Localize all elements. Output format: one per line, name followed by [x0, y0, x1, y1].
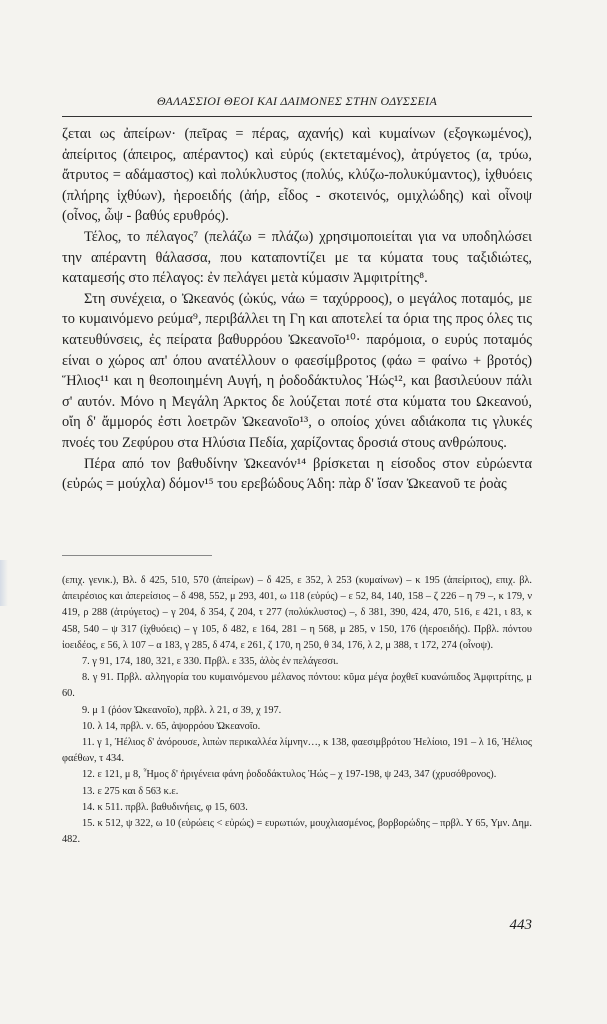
footnote-rule [62, 555, 212, 556]
body-paragraph: Πέρα από τον βαθυδίνην Ὠκεανόν¹⁴ βρίσκεται η είσοδος στον εὐρώεντα (εὐρώς = μούχλα) δόμον¹⁵ του ερεβώδους Άδη: πὰρ δ' ἴσαν Ὠκεανοῦ τε ῥοὰς [62, 455, 532, 493]
page-number: 443 [509, 917, 532, 933]
footnote: 11. γ 1, Ἠέλιος δ' ἀνόρουσε, λιπὼν περικαλλέα λίμνην…, κ 138, φαεσιμβρότου Ἠελίοιο, 191 – λ 16, Ἠέλιος φαέθων, τ 434. [62, 737, 532, 765]
footnote: 15. κ 512, ψ 322, ω 10 (εὐρώεις < εὐρώς) = ευρωτιών, μουχλιασμένος, βορβορώδης – πρβλ. Υ 65, Υμν. Δημ. 482. [62, 818, 532, 846]
main-text [62, 124, 532, 495]
footnote: 12. ε 121, μ 8, Ἦμος δ' ἠριγένεια φάνη ῥοδοδάκτυλος Ἠώς – χ 197-198, ψ 243, 347 (χρυσόθρονος). [82, 769, 497, 781]
footnotes [62, 573, 532, 848]
footnote: 13. ε 275 και δ 563 κ.ε. [82, 785, 179, 797]
running-head: ΘΑΛΑΣΣΙΟΙ ΘΕΟΙ ΚΑΙ ΔΑΙΜΟΝΕΣ ΣΤΗΝ ΟΔΥΣΣΕΙΑ [156, 94, 438, 108]
body-paragraph: ζεται ως ἀπείρων· (πεῖρας = πέρας, αχανής) καὶ κυμαίνων (εξογκωμένος), ἀπείριτος (άπειρος, απέραντος) καὶ εὐρύς (εκτεταμένος), ἀτρύγετος (α, τρύω, ἄτρυτος = αδάμαστος) καὶ πολύκλυστος (πολύς, κλύζω-πολυκύμαντος), ἰχθυόεις (πλήρης ἰχθύων), ἠεροειδής (ἀήρ, εἶδος - σκοτεινός, ομιχλώδης) καὶ οἶνοψ (οἶνος, ὦψ - βαθύς ερυθρός). [62, 126, 532, 225]
footnote: 14. κ 511. πρβλ. βαθυδινήεις, φ 15, 603. [82, 801, 248, 813]
footnote: 9. μ 1 (ῥόον Ὠκεανοῖο), πρβλ. λ 21, σ 39, χ 197. [82, 704, 282, 716]
scan-margin-mark [0, 560, 8, 606]
footnote-continuation: (επιχ. γενικ.), Βλ. δ 425, 510, 570 (ἀπείρων) – δ 425, ε 352, λ 253 (κυμαίνων) – κ 195 (ἀπείριτος), επιχ. βλ. ἀπειρέσιος και ἀπερείσιος – δ 498, 552, μ 293, 401, ω 118 (εὐρύς) – ε 52, 84, 140, 158 – ζ 226 – η 79 –, κ 179, ν 419, ρ 288 (ἀτρύγετος) – γ 204, δ 354, ζ 204, τ 277 (πολύκλυστος) –, δ 381, 390, 424, 470, 516, ε 421, ι 83, κ 458, 540 – ψ 317 (ἰχθυόεις) – γ 105, δ 482, ε 164, 281 – η 568, μ 285, ν 150, 176 (ἠεροειδής). Πρβλ. πόντου ἰοειδέος, ε 56, λ 107 – α 183, γ 285, δ 474, ε 261, ζ 170, η 250, θ 34, 176, λ 2, μ 388, τ 172, 274 (οἶνοψ). [62, 575, 532, 651]
footnote: 7. γ 91, 174, 180, 321, ε 330. Πρβλ. ε 335, ἁλὸς ἐν πελάγεσσι. [82, 656, 339, 668]
body-paragraph: Τέλος, το πέλαγος⁷ (πελάζω = πλάζω) χρησιμοποιείται για να υποδηλώσει την απέραντη θάλασσα, που καταποντίζει με τα κύματα τους ταξιδιώτες, καταμεσής στο πέλαγος: ἐν πελάγει μετὰ κύμασιν Ἀμφιτρίτης⁸. [62, 228, 532, 287]
footnote: 8. γ 91. Πρβλ. αλληγορία του κυμαινόμενου μέλανος πόντου: κῦμα μέγα ῥοχθεῖ κυανώπιδος Ἀμφιτρίτης, μ 60. [62, 672, 532, 700]
header-rule [62, 116, 532, 117]
footnote: 10. λ 14, πρβλ. ν. 65, ἀψορρόου Ὠκεανοῖο. [82, 720, 261, 732]
body-paragraph: Στη συνέχεια, ο Ὠκεανός (ὠκύς, νάω = ταχύρροος), ο μεγάλος ποταμός, με το κυμαινόμενο ρεύμα⁹, περιβάλλει τη Γη και αποτελεί τα όρια της προς όλες τις κατευθύνσεις, ἐς πείρατα βαθυρρόου Ὠκεανοῖο¹⁰· παρόμοια, ο ευρύς ποταμός είναι ο χώρος απ' όπου ανατέλλουν ο φαεσίμβροτος (φάω = φαίνω + βροτός) Ἥλιος¹¹ και η θεοποιημένη Αυγή, η ῥοδοδάκτυλος Ἠώς¹², και βασιλεύουν πάλι σ' αυτόν. Μόνο η Μεγάλη Άρκτος δε λούζεται ποτέ στα κύματα του Ωκεανού, οἴη δ' ἄμμορός ἐστι λοετρῶν Ὠκεανοῖο¹³, ο οποίος χύνει αδιάκοπα τις γλυκές πνοές του Ζεφύρου στα Ηλύσια Πεδία, χαρίζοντας δροσιά στους ανθρώπους. [62, 290, 532, 451]
